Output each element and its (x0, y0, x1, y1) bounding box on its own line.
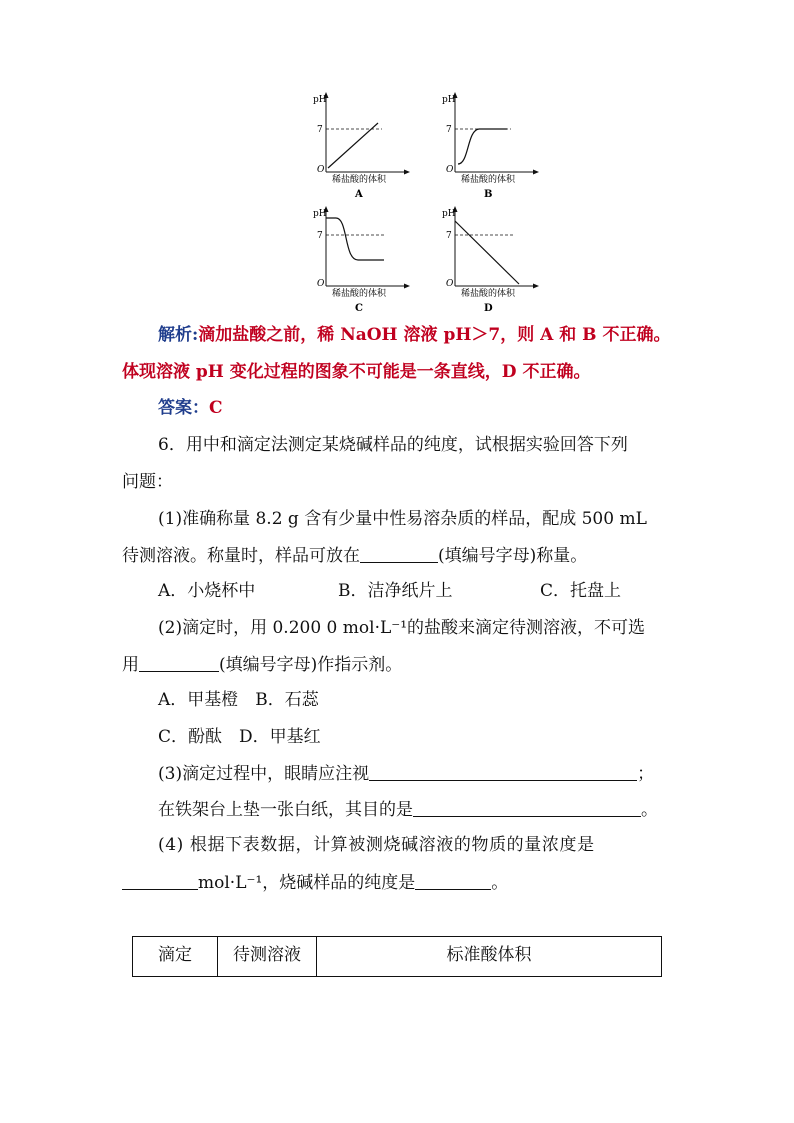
q1-option-b: B．洁净纸片上 (338, 581, 453, 601)
graph-b-plot (431, 90, 541, 200)
graph-label: C (355, 303, 363, 314)
curve-d (455, 221, 519, 284)
q4-answer-blank-2[interactable] (415, 871, 491, 890)
table-header-cell: 滴定 (133, 937, 218, 977)
curve-a (328, 123, 378, 168)
q1-text-b: (填编号字母)称量。 (438, 546, 588, 566)
graph-label: B (484, 189, 493, 200)
question-stem-2: 问题： (122, 472, 173, 492)
q3-text-2: 在铁架台上垫一张白纸，其目的是 (158, 800, 413, 820)
q1-option-c: C．托盘上 (540, 581, 622, 601)
table-header-row (133, 937, 662, 977)
q2-line2 (122, 653, 402, 676)
titration-table (132, 936, 662, 977)
table-header-cell: 标准酸体积 (317, 937, 662, 977)
q2-options-row1: A．甲基橙 B．石蕊 (158, 690, 319, 710)
q1-line1: (1)准确称量 8.2 g 含有少量中性易溶杂质的样品，配成 500 mL (158, 509, 647, 529)
question-stem-1: 6．用中和滴定法测定某烧碱样品的纯度，试根据实验回答下列 (158, 435, 628, 455)
q4-answer-blank-1[interactable] (122, 871, 198, 890)
q1-line2 (122, 544, 587, 567)
y-axis-label: pH (442, 95, 456, 105)
analysis-line2: 体现溶液 pH 变化过程的图象不可能是一条直线，D 不正确。 (122, 362, 591, 382)
y-tick-7: 7 (446, 231, 452, 241)
q2-text-b: (填编号字母)作指示剂。 (219, 655, 403, 675)
origin-label: O (317, 165, 325, 175)
answer-value: C (209, 398, 223, 418)
q4-line2 (122, 871, 508, 894)
graph-label: D (484, 303, 493, 314)
x-axis-label: 稀盐酸的体积 (332, 175, 387, 185)
q3-end-1: ； (637, 764, 655, 784)
origin-label: O (446, 165, 454, 175)
graph-label: A (355, 189, 363, 200)
graph-c (302, 204, 412, 314)
graph-a (302, 90, 412, 200)
curve-b (458, 129, 507, 164)
origin-label: O (446, 279, 454, 289)
q3-line2 (158, 798, 658, 821)
y-tick-7: 7 (317, 125, 323, 135)
y-axis-label: pH (313, 95, 327, 105)
table-header-cell: 待测溶液 (218, 937, 317, 977)
answer-colon: ： (192, 398, 209, 418)
analysis-line1 (158, 324, 670, 346)
q1-answer-blank[interactable] (360, 544, 438, 563)
q3-line1 (158, 762, 654, 785)
x-axis-label: 稀盐酸的体积 (461, 175, 516, 185)
ph-graphs (296, 90, 536, 316)
q2-answer-blank[interactable] (139, 653, 219, 672)
y-axis-label: pH (313, 209, 327, 219)
y-tick-7: 7 (446, 125, 452, 135)
q2-options-row2: C．酚酞 D．甲基红 (158, 727, 321, 747)
q2-line1: (2)滴定时，用 0.200 0 mol·L⁻¹的盐酸来滴定待测溶液，不可选 (158, 618, 646, 638)
graph-c-plot (302, 204, 412, 314)
graph-d (431, 204, 541, 314)
q2-text-a: 用 (122, 655, 139, 675)
origin-label: O (317, 279, 325, 289)
q1-option-a: A．小烧杯中 (158, 581, 256, 601)
analysis-label: 解析 (158, 325, 192, 345)
q1-text-a: 待测溶液。称量时，样品可放在 (122, 546, 360, 566)
y-tick-7: 7 (317, 231, 323, 241)
graph-a-plot (302, 90, 412, 200)
q4-end: 。 (491, 873, 509, 893)
x-axis-label: 稀盐酸的体积 (461, 289, 516, 299)
answer-line (158, 397, 223, 419)
answer-label: 答案 (158, 398, 192, 418)
curve-c (326, 218, 384, 260)
x-axis-label: 稀盐酸的体积 (332, 289, 387, 299)
analysis-text-1: 滴加盐酸之前，稀 NaOH 溶液 pH＞7，则 A 和 B 不正确。 (198, 325, 671, 345)
q3-answer-blank-2[interactable] (413, 798, 641, 817)
q3-answer-blank-1[interactable] (369, 762, 637, 781)
q4-text-unit: mol·L⁻¹，烧碱样品的纯度是 (198, 873, 416, 893)
graph-b (431, 90, 541, 200)
y-axis-label: pH (442, 209, 456, 219)
analysis-colon: : (192, 325, 199, 345)
graph-d-plot (431, 204, 541, 314)
q3-end-2: 。 (641, 800, 658, 820)
q4-line1: (4) 根据下表数据，计算被测烧碱溶液的物质的量浓度是 (158, 835, 595, 855)
q3-text-1: (3)滴定过程中，眼睛应注视 (158, 764, 370, 784)
